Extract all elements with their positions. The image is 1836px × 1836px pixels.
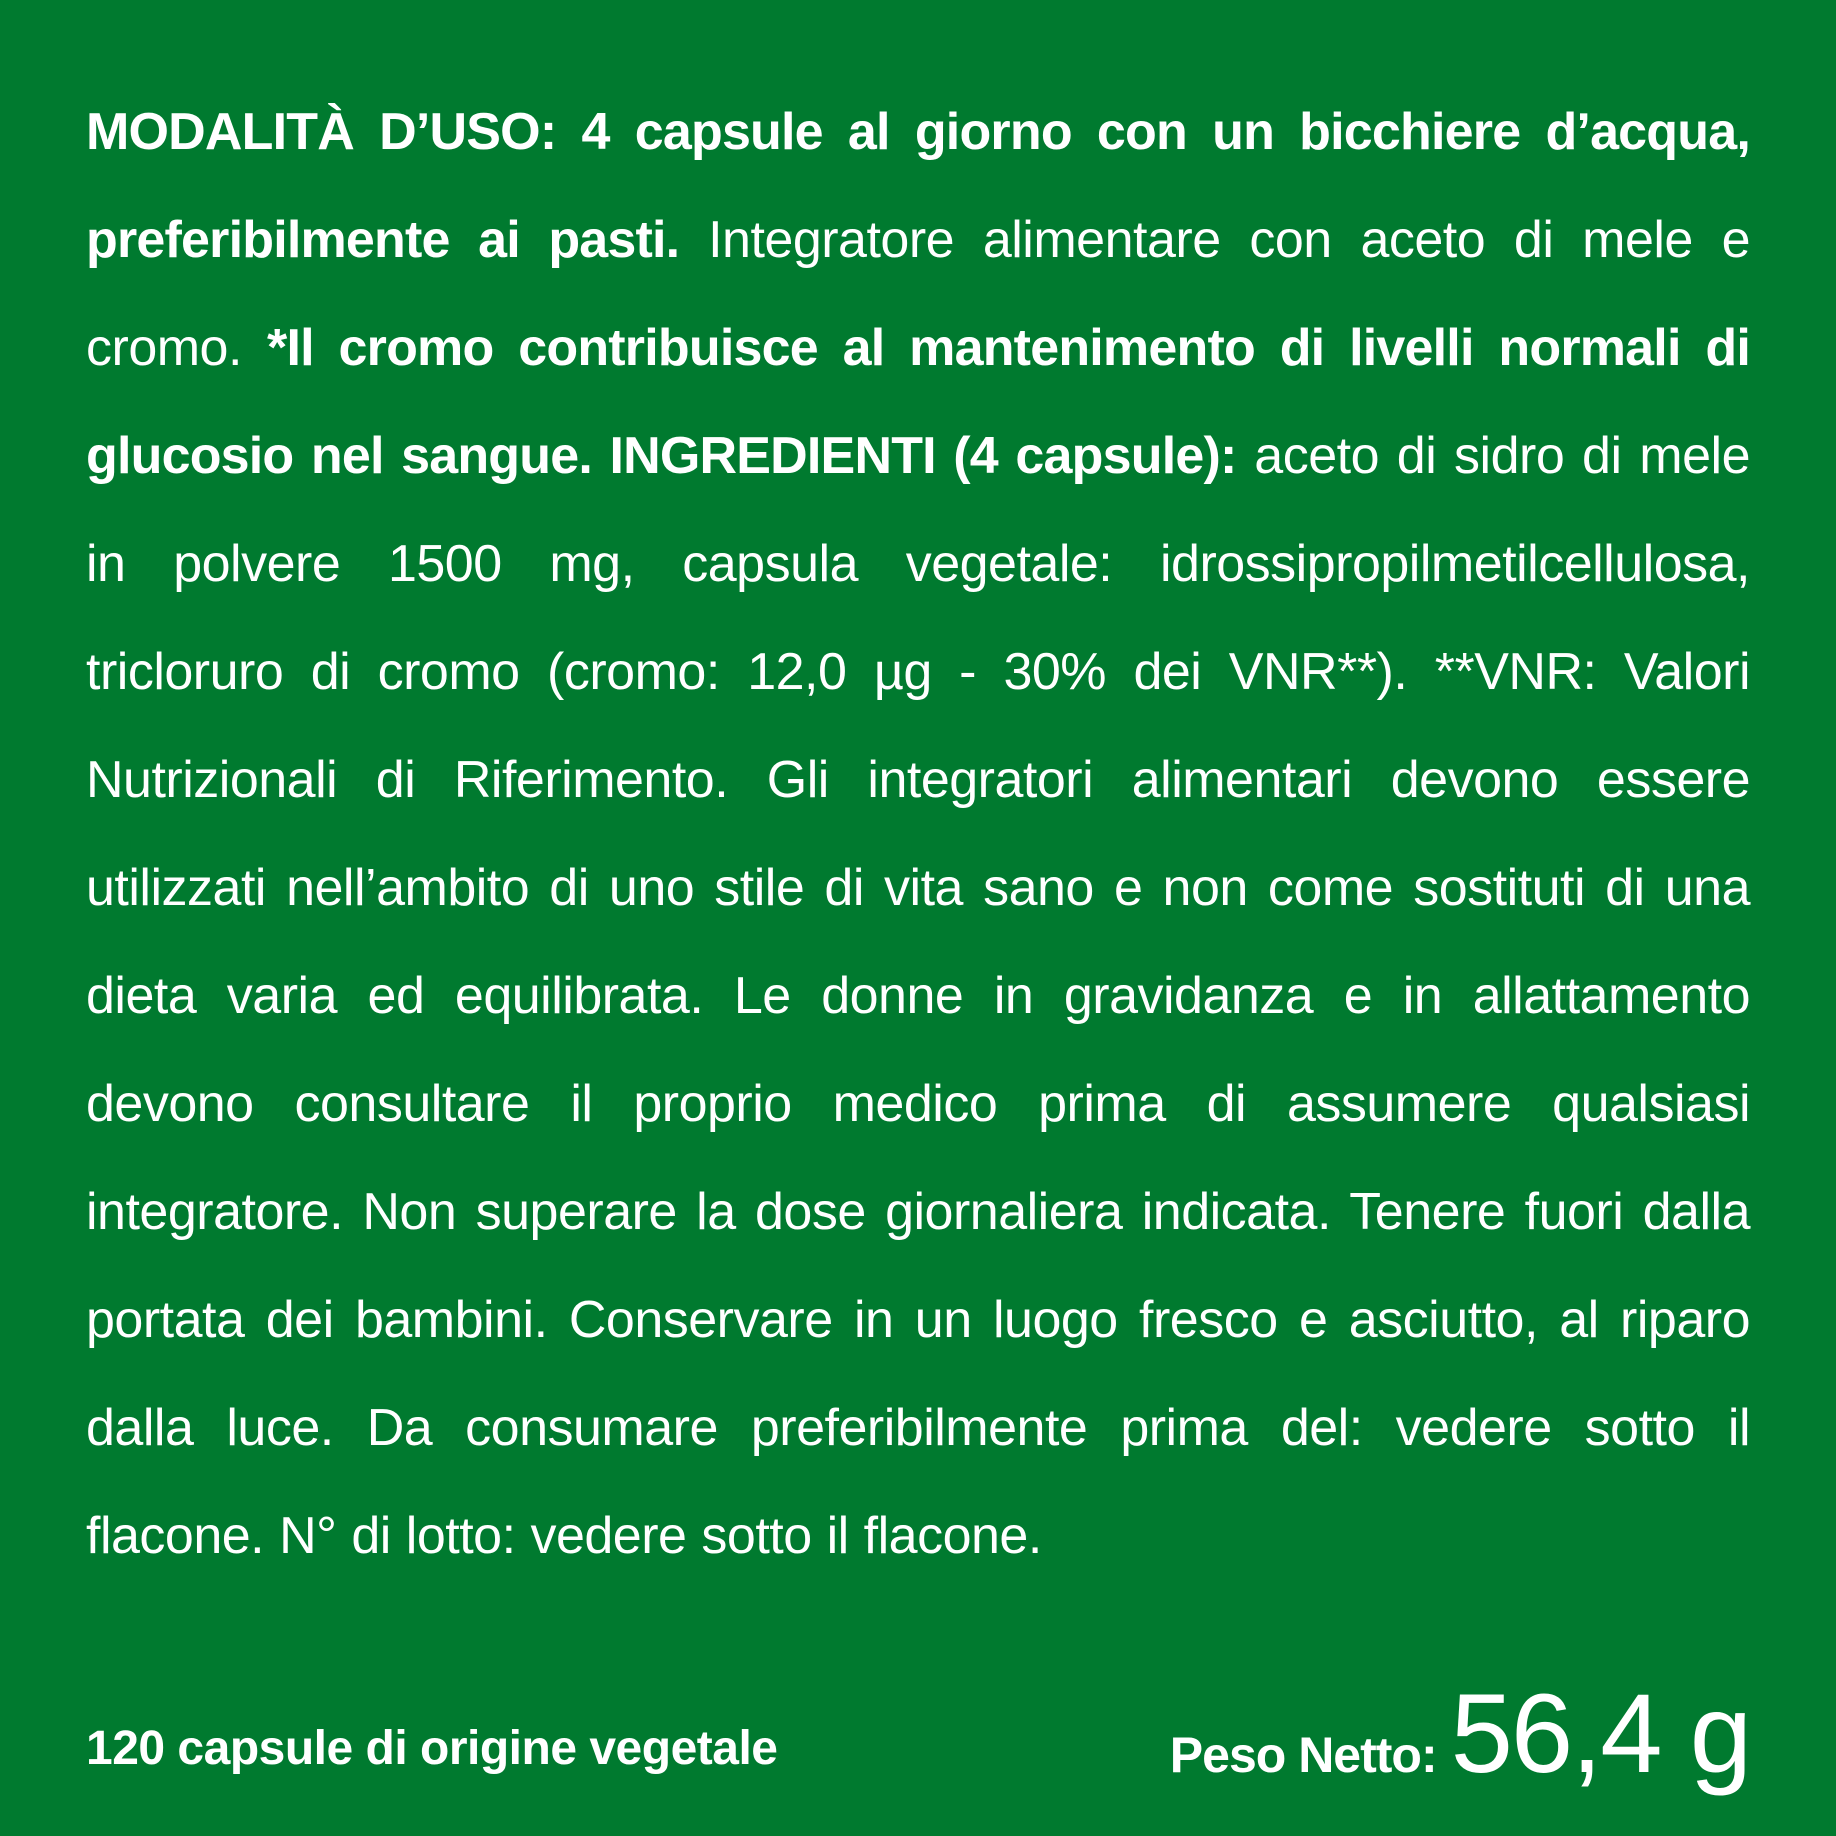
capsule-count: 120 capsule di origine vegetale	[86, 1722, 778, 1775]
net-weight-value: 56,4 g	[1450, 1671, 1750, 1796]
label-body-text	[86, 78, 1750, 1590]
net-weight-label: Peso Netto:	[1169, 1727, 1437, 1783]
product-description: Integratore alimentare con aceto di mele e cromo.	[86, 211, 1751, 377]
ingredients-and-warnings: aceto di sidro di mele in polvere 1500 mg, capsula vegetale: idrossipropilmetilcellulosa, tricloruro di cromo (cromo: 12,0 µg - 30% dei VNR**). **VNR: Valori Nutrizionali di Riferimento. Gli integratori alimentari devono essere utilizzati nell’ambito di uno stile di vita sano e non come sostituti di una dieta varia ed equilibrata. Le donne in gravidanza e in allattamento devono consultare il proprio medico prima di assumere qualsiasi integratore. Non superare la dose giornaliera indicata. Tenere fuori dalla portata dei bambini. Conservare in un luogo fresco e asciutto, al riparo dalla luce. Da consumare preferibilmente prima del: vedere sotto il flacone. N° di lotto: vedere sotto il flacone.	[86, 427, 1750, 1565]
label-footer	[86, 1660, 1750, 1796]
chromium-claim: *Il cromo contribuisce al mantenimento di livelli normali di glucosio nel sangue. INGREDIENTI (4 capsule):	[86, 319, 1750, 485]
usage-instructions: MODALITÀ D’USO: 4 capsule al giorno con un bicchiere d’acqua, preferibilmente ai pasti.	[86, 103, 1750, 269]
net-weight	[1169, 1671, 1750, 1796]
